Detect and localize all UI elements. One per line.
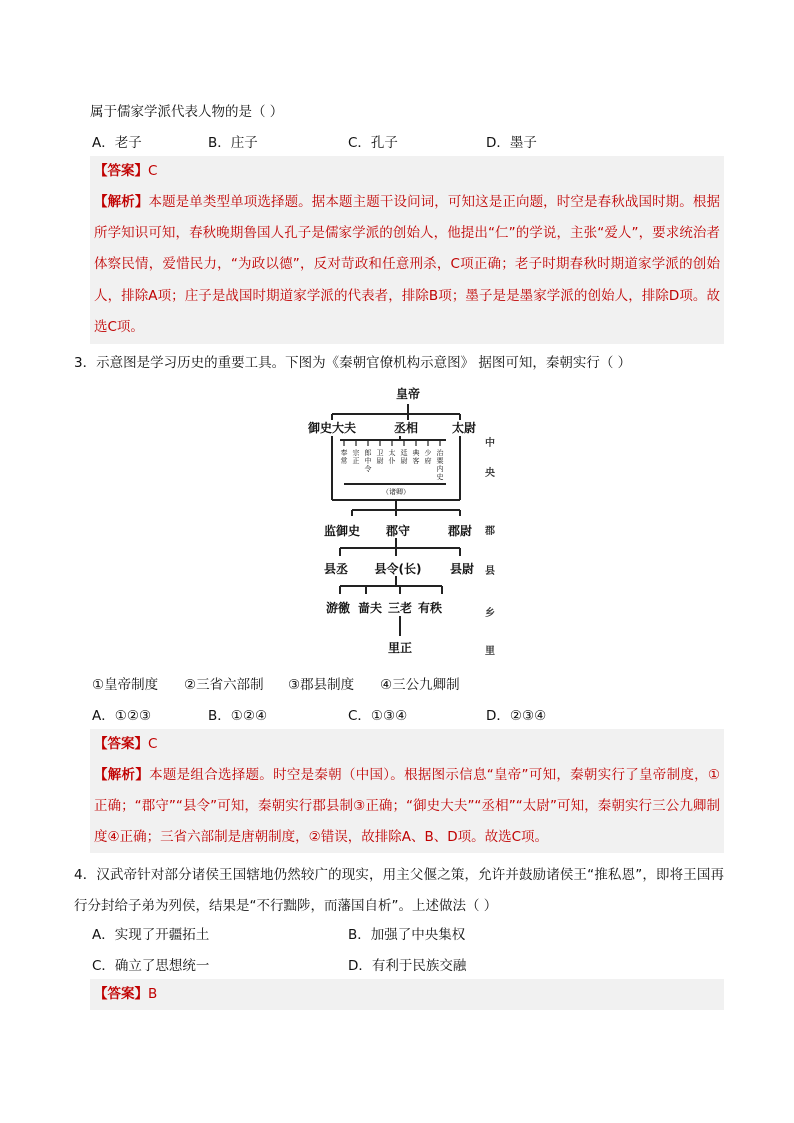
q2-answer: 【答案】C <box>94 163 158 179</box>
diagram-lizheng: 里正 <box>387 641 413 655</box>
q2-stem: 属于儒家学派代表人物的是（ ） <box>90 104 284 120</box>
diagram-sefu: 啬夫 <box>357 601 383 615</box>
q4-stem: 4．汉武帝针对部分诸侯王国辖地仍然较广的现实，用主父偃之策，允许并鼓励诸侯王“推私恩”，即将王国再行分封给子弟为列侯，结果是“不行黜陟，而藩国自析”。上述做法（ ） <box>74 867 724 914</box>
diagram-minister-4: 太仆 <box>388 449 396 465</box>
q3-answer: 【答案】C <box>94 736 158 752</box>
diagram-level-jun: 郡 <box>485 526 495 537</box>
qin-bureaucracy-diagram <box>300 380 510 660</box>
diagram-minister-3: 卫尉 <box>376 449 384 465</box>
q3-statement-4: ④三公九卿制 <box>380 677 460 693</box>
diagram-level-zhong: 中 <box>485 438 495 449</box>
diagram-youzhi: 有秩 <box>417 601 443 615</box>
diagram-minister-5: 廷尉 <box>400 449 408 465</box>
q3-answer-box <box>90 729 724 853</box>
q3-option-b: B．①②④ <box>208 708 268 724</box>
q3-statement-3: ③郡县制度 <box>288 677 355 693</box>
diagram-xianling: 县令(长) <box>374 562 422 576</box>
diagram-minister-7: 少府 <box>424 449 432 465</box>
q3-analysis: 【解析】本题是组合选择题。时空是秦朝（中国）。根据图示信息“皇帝”可知，秦朝实行了皇帝制度，①正确；“郡守”“县令”可知，秦朝实行郡县制③正确；“御史大夫”“丞相”“太尉”可知，秦朝实行三公九卿制度④正确；三省六部制是唐朝制度，②错误，故排除A、B、D项。故选C项。 <box>94 767 721 846</box>
diagram-youjiao: 游徼 <box>325 601 351 615</box>
diagram-taiwei: 太尉 <box>451 421 477 435</box>
q3-option-a: A．①②③ <box>92 708 152 724</box>
diagram-xiancheng: 县丞 <box>323 562 349 576</box>
diagram-jian-yushi: 监御史 <box>323 524 361 538</box>
diagram-level-yang: 央 <box>485 468 495 479</box>
diagram-chengxiang: 丞相 <box>393 421 419 435</box>
diagram-group-label: （诸卿） <box>382 488 410 496</box>
q2-answer-box <box>90 156 724 344</box>
q3-option-c: C．①③④ <box>348 708 408 724</box>
diagram-minister-2: 郎中令 <box>364 449 372 473</box>
diagram-level-xiang: 乡 <box>485 608 495 619</box>
q2-option-d: D．墨子 <box>486 135 537 151</box>
q4-answer: 【答案】B <box>94 986 158 1002</box>
diagram-junwei: 郡尉 <box>447 524 473 538</box>
q2-option-b: B．庄子 <box>208 135 258 151</box>
diagram-level-li: 里 <box>485 646 495 657</box>
q3-option-d: D．②③④ <box>486 708 547 724</box>
q3-statement-1: ①皇帝制度 <box>92 677 159 693</box>
diagram-emperor: 皇帝 <box>395 387 421 401</box>
diagram-junshou: 郡守 <box>385 524 411 538</box>
diagram-minister-8: 治粟内史 <box>436 449 444 481</box>
diagram-yushi-dafu: 御史大夫 <box>307 421 357 435</box>
diagram-minister-0: 奉常 <box>340 449 348 465</box>
q4-option-a: A．实现了开疆拓土 <box>92 927 210 943</box>
q4-answer-box <box>90 979 724 1010</box>
diagram-minister-1: 宗正 <box>352 449 360 465</box>
q2-option-a: A．老子 <box>92 135 142 151</box>
q4-option-d: D．有利于民族交融 <box>348 958 467 974</box>
diagram-minister-6: 典客 <box>412 449 420 465</box>
q2-analysis: 【解析】本题是单类型单项选择题。据本题主题干设问词，可知这是正向题，时空是春秋战国时期。根据所学知识可知，春秋晚期鲁国人孔子是儒家学派的创始人，他提出“仁”的学说，主张“爱人”，要求统治者体察民情，爱惜民力，“为政以德”，反对苛政和任意刑杀，C项正确；老子时期春秋时期道家学派的创始人，排除A项；庄子是战国时期道家学派的代表者，排除B项；墨子是是墨家学派的创始人，排除D项。故选C项。 <box>94 194 721 335</box>
q3-stem: 3．示意图是学习历史的重要工具。下图为《秦朝官僚机构示意图》 据图可知，秦朝实行（ ） <box>74 355 632 371</box>
diagram-level-xian: 县 <box>485 566 495 577</box>
q2-option-c: C．孔子 <box>348 135 398 151</box>
q3-statement-2: ②三省六部制 <box>184 677 264 693</box>
q4-option-c: C．确立了思想统一 <box>92 958 210 974</box>
diagram-sanlao: 三老 <box>387 601 413 615</box>
diagram-xianwei: 县尉 <box>449 562 475 576</box>
q4-option-b: B．加强了中央集权 <box>348 927 466 943</box>
